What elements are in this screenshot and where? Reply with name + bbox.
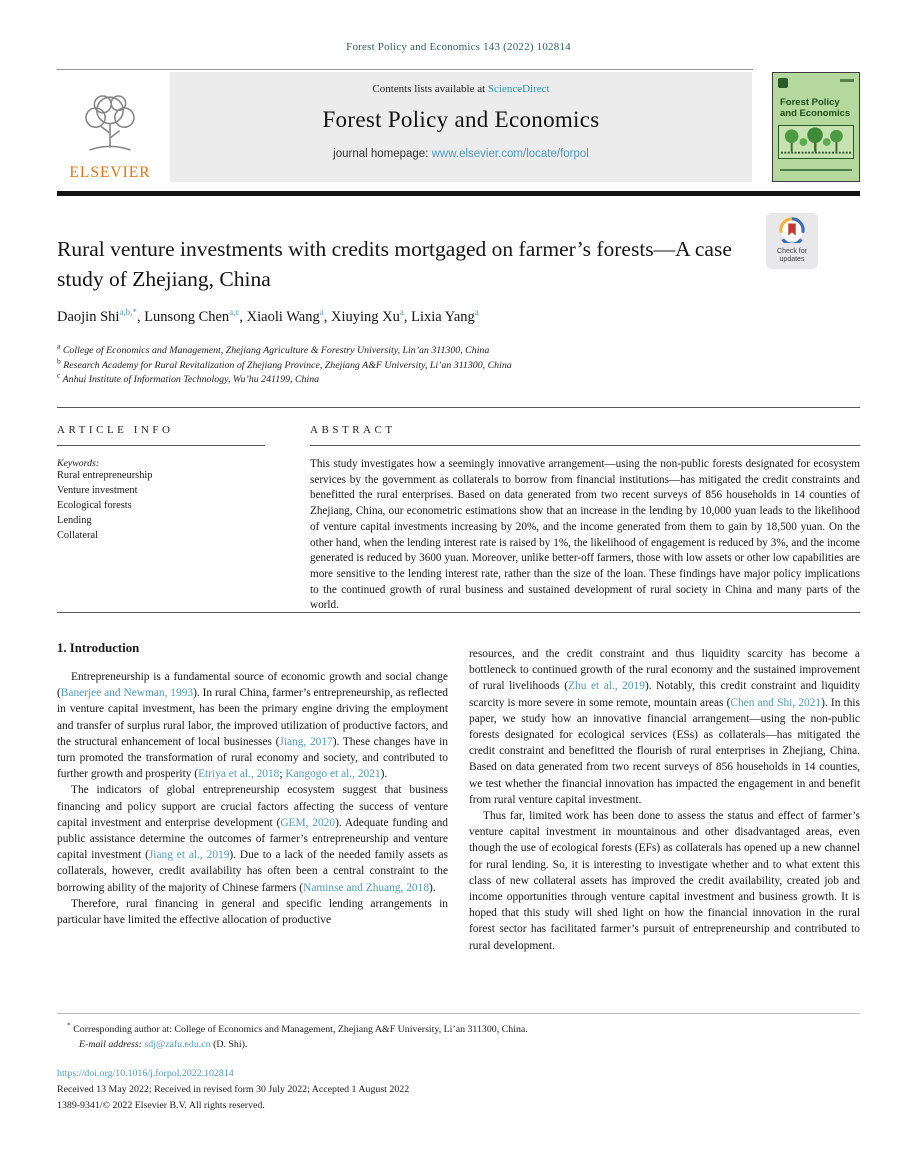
divider — [310, 445, 860, 446]
text-segment: ). — [380, 768, 388, 781]
paragraph — [469, 808, 860, 954]
cover-publisher-icon — [778, 78, 788, 88]
keyword: Rural entrepreneurship — [57, 470, 153, 481]
elsevier-wordmark: ELSEVIER — [69, 164, 151, 181]
header-thick-rule — [57, 191, 860, 196]
cover-trees-art — [778, 125, 854, 159]
citation-link[interactable]: Chen and Shi, 2021 — [730, 696, 822, 709]
journal-homepage-line — [170, 148, 752, 160]
text-segment: , Xiaoli Wang — [239, 309, 320, 325]
citation-link[interactable]: sdj@zafu.edu.cn — [144, 1039, 211, 1050]
citation-link[interactable]: Zhu et al., 2019 — [568, 680, 645, 693]
text-segment: a — [57, 341, 61, 351]
citation-link[interactable]: Kangogo et al., 2021 — [285, 768, 381, 781]
article-info-heading: ARTICLE INFO — [57, 424, 174, 436]
citation-link[interactable]: www.elsevier.com/locate/forpol — [431, 148, 589, 160]
corresponding-author-note — [57, 1022, 860, 1037]
text-segment: Therefore, rural financing in general and specific lending arrangements in particular have limited the effective allocation of productive — [57, 897, 448, 927]
footnote-block — [57, 1022, 860, 1113]
footnote-divider — [57, 1013, 860, 1014]
citation-link[interactable]: GEM, 2020 — [280, 816, 336, 829]
journal-name: Forest Policy and Economics — [322, 107, 600, 132]
text-segment: Daojin Shi — [57, 309, 120, 325]
text-segment: a — [474, 307, 479, 318]
text-segment: College of Economics and Management, Zhejiang Agriculture & Forestry University, Lin’an 311300, China — [60, 345, 490, 356]
text-segment: ; — [279, 768, 286, 781]
text-segment: ). Notably, this credit constraint and liquidity scarcity is more severe in some remote, mountain areas ( — [469, 680, 861, 709]
doi-link[interactable]: https://doi.org/10.1016/j.forpol.2022.102814 — [57, 1068, 234, 1079]
cover-volume-mark — [840, 79, 854, 82]
affiliation-b — [57, 356, 817, 374]
elsevier-tree-icon — [74, 90, 146, 162]
keywords-label: Keywords: — [57, 458, 100, 469]
check-updates-badge[interactable] — [766, 213, 818, 269]
abstract-column — [310, 424, 860, 614]
text-segment: (D. Shi). — [210, 1039, 248, 1050]
paragraph — [57, 896, 448, 928]
keyword: Collateral — [57, 529, 98, 541]
cover-title: Forest Policy and Economics — [780, 97, 851, 119]
text-segment: a — [399, 307, 404, 318]
text-segment: ). In rural China, farmer’s entrepreneurship, as reflected in venture capital investment, has been the primary engine driving the employment and transfer of surplus rural labor, the improved utilization of productive factors, and the structural enhancement of local businesses ( — [57, 687, 448, 748]
text-segment: Research Academy for Rural Revitalization of Zhejiang Province, Zhejiang A&F University, Li’an 311300, China — [60, 359, 512, 371]
paragraph — [469, 646, 860, 808]
text-segment: resources, and the credit constraint and thus liquidity scarcity has become a bottleneck to continued growth of the rural economy and the sustained improvement of rural livelihoods ( — [469, 648, 860, 693]
keyword: Lending — [57, 514, 92, 526]
text-segment: * — [67, 1020, 71, 1030]
journal-citation: Forest Policy and Economics 143 (2022) 102814 — [346, 41, 571, 53]
email-line — [57, 1037, 860, 1052]
text-segment: The indicators of global entrepreneurship ecosystem suggest that business financing and policy support are crucial factors affecting the success of venture capital investment and enterprise development ( — [57, 784, 448, 829]
divider — [57, 445, 265, 446]
text-segment: a,b,* — [119, 307, 137, 318]
keyword: Ecological forests — [57, 499, 132, 511]
text-segment: , Lixia Yang — [403, 309, 475, 325]
text-segment: Thus far, limited work has been done to assess the status and effect of farmer’s venture capital investment in mountainous and other disadvantaged areas, even though the use of ecological forests (EFs) as collaterals has opened up a new channel for rural lending. So, it is interesting to investigate whether and to what extent this class of new collateral assets has improved the credit availability, created job and income opportunities through venture capital investment and business growth. It is hoped that this study will shed light on how the financial innovation in the rural forest sector has facilitated farmer’s pursuit of entrepreneurship and contributed to rural development. — [469, 810, 860, 952]
journal-banner — [170, 72, 752, 182]
body-column-left — [57, 669, 448, 928]
article-info-column — [57, 424, 265, 544]
text-segment: ). — [429, 881, 436, 894]
text-segment: , Lunsong Chen — [136, 309, 230, 325]
text-segment: a,c — [229, 307, 240, 318]
text-segment: Contents lists available at — [372, 83, 488, 95]
body-column-right — [469, 646, 860, 954]
text-segment: ). These changes have in turn promoted the transformation of rural economy and society, and contributed to further growth and prosperity ( — [57, 735, 448, 781]
section-heading-introduction: 1. Introduction — [57, 641, 140, 655]
affiliation-c — [57, 370, 817, 388]
abstract-heading: ABSTRACT — [310, 424, 396, 436]
citation-link[interactable]: ScienceDirect — [487, 83, 550, 95]
crossmark-icon — [779, 217, 805, 243]
text-segment: b — [57, 356, 61, 366]
authors-line — [57, 309, 817, 326]
paragraph — [57, 669, 448, 782]
text-segment: ). Due to a lack of the needed family assets as collaterals, however, credit availability has often been a central constraint to the borrowing ability of the majority of Chinese farmers ( — [57, 849, 448, 894]
text-segment: ). Adequate funding and public assistance determine the outcomes of farmer’s entrepreneurship and venture capital investment ( — [57, 816, 448, 862]
text-segment: ). In this paper, we study how an innovative financial arrangement—using the non-public forests designated for ecological services (ESs) as collaterals—has mitigated the credit constraint and benefitted the flourish of rural enterprises in Zhejiang, China. Based on data generated from two recent surveys of 856 households in 14 counties, we test whether the financial innovation has impacted the engagement in and benefit from rural venture capital investment. — [469, 696, 860, 806]
keyword: Venture investment — [57, 484, 138, 496]
citation-link[interactable]: Jiang, 2017 — [279, 735, 333, 748]
paragraph — [57, 782, 448, 895]
trees-icon — [779, 126, 853, 158]
text-segment: Corresponding author at: College of Economics and Management, Zhejiang A&F University, Li’an 311300, China. — [70, 1024, 528, 1035]
check-updates-label: Check for updates — [777, 248, 807, 263]
citation-link[interactable]: Banerjee and Newman, 1993 — [60, 687, 194, 700]
contents-list-line — [170, 72, 752, 95]
top-divider — [57, 69, 753, 70]
citation-link[interactable]: Naminse and Zhuang, 2018 — [303, 881, 430, 894]
text-segment: a — [319, 307, 324, 318]
elsevier-logo[interactable] — [57, 72, 163, 182]
received-dates: Received 13 May 2022; Received in revised form 30 July 2022; Accepted 1 August 2022 — [57, 1084, 410, 1095]
copyright-line: 1389-9341/© 2022 Elsevier B.V. All rights reserved. — [57, 1100, 265, 1111]
affiliation-a — [57, 341, 817, 359]
text-segment: Entrepreneurship is a fundamental source of economic growth and social change ( — [57, 671, 448, 700]
text-segment: Anhui Institute of Information Technology, Wu’hu 241199, China — [60, 374, 320, 386]
divider — [57, 612, 860, 613]
abstract-text: This study investigates how a seemingly innovative arrangement—using the non-public forests designated for ecosystem services by the government as collaterals to borrow from financial institutions—has mitigated the credit constraints and benefitted the rural enterprises. Based on data generated from two recent surveys of 856 households in 14 counties of Zhejiang, China, our econometric estimations show that an increase in the lending by 10,000 yuan leads to the likelihood of venture capital investments increasing by 20%, and the income generated from them to gain by 18,500 yuan. On the other hand, when the lending interest rate is raised by 1%, the likelihood of engagement is reduced by 3%, and the income generated is reduced by 3600 yuan. Moreover, unlike better-off farmers, those with low assets or other low capabilities are more sensitive to the lending interest rate, rather than the size of the loan. These findings have major policy implications to the continued growth of rural business and sustained development of rural society in China and many parts of the world. — [310, 458, 860, 612]
citation-link[interactable]: Jiang et al., 2019 — [148, 849, 230, 862]
affiliations — [57, 341, 817, 388]
text-segment: , Xiuying Xu — [323, 309, 400, 325]
divider — [57, 407, 860, 408]
article-title: Rural venture investments with credits mortgaged on farmer’s forests—A case study of Zhejiang, China — [57, 237, 732, 291]
journal-cover-thumbnail[interactable] — [772, 72, 860, 182]
text-segment: journal homepage: — [333, 148, 432, 160]
cover-caption-line — [780, 169, 852, 171]
citation-link[interactable]: Etriya et al., 2018 — [198, 768, 280, 781]
text-segment: c — [57, 370, 61, 380]
text-segment: E-mail address: — [79, 1039, 145, 1050]
